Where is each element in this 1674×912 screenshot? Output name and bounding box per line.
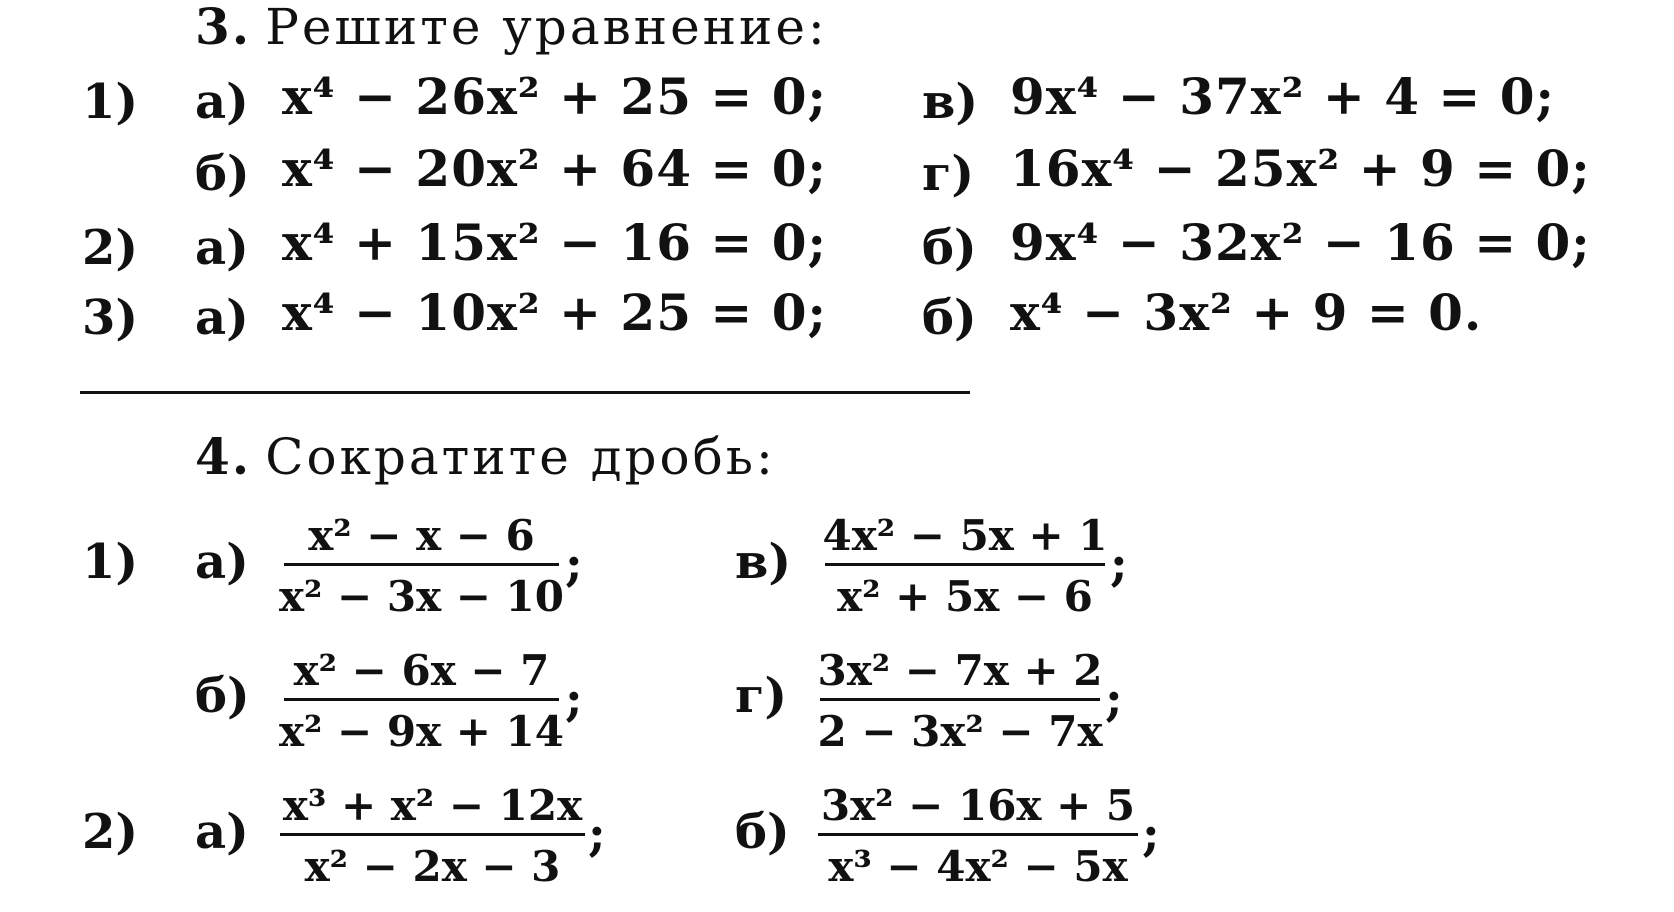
item-letter: а)	[195, 74, 249, 130]
item-letter: а)	[195, 220, 249, 276]
fraction-numerator: 3x² − 7x + 2	[817, 646, 1103, 695]
fraction-numerator: 4x² − 5x + 1	[822, 511, 1108, 560]
section-4-title: Сократите дробь:	[265, 428, 776, 486]
fraction-bar	[820, 698, 1100, 701]
item-letter: а)	[195, 290, 249, 346]
semicolon: ;	[565, 536, 583, 592]
item-letter: б)	[735, 804, 790, 860]
fraction	[818, 781, 1138, 891]
item-letter: г)	[922, 146, 975, 202]
row-label: 2)	[82, 220, 139, 276]
fraction-numerator: x² − 6x − 7	[293, 646, 550, 695]
row-label: 1)	[82, 74, 139, 130]
item-letter: г)	[735, 668, 788, 724]
fraction-denominator: x² − 9x + 14	[278, 707, 565, 756]
fraction-bar	[825, 563, 1105, 566]
equation: x⁴ − 3x² + 9 = 0.	[1010, 283, 1483, 342]
fraction	[280, 781, 585, 891]
semicolon: ;	[1142, 806, 1160, 862]
item-letter: б)	[195, 668, 250, 724]
fraction-numerator: x² − x − 6	[308, 511, 535, 560]
row-label: 1)	[82, 534, 139, 590]
section-4-heading	[195, 427, 776, 486]
item-letter: б)	[195, 146, 250, 202]
fraction	[278, 646, 565, 756]
equation: 9x⁴ − 32x² − 16 = 0;	[1010, 213, 1591, 272]
equation: x⁴ − 10x² + 25 = 0;	[282, 283, 827, 342]
fraction	[817, 646, 1103, 756]
fraction-bar	[818, 833, 1138, 836]
section-3-number: 3.	[195, 0, 252, 56]
equation: x⁴ − 20x² + 64 = 0;	[282, 139, 827, 198]
item-letter: а)	[195, 534, 249, 590]
row-label: 3)	[82, 290, 139, 346]
fraction-numerator: x³ + x² − 12x	[282, 781, 583, 830]
fraction-denominator: 2 − 3x² − 7x	[817, 707, 1103, 756]
fraction	[278, 511, 565, 621]
fraction-numerator: 3x² − 16x + 5	[820, 781, 1136, 830]
equation: 16x⁴ − 25x² + 9 = 0;	[1010, 139, 1591, 198]
fraction-bar	[280, 833, 585, 836]
semicolon: ;	[1110, 536, 1128, 592]
item-letter: б)	[922, 290, 977, 346]
section-4-number: 4.	[195, 427, 252, 486]
section-3-title: Решите уравнение:	[265, 0, 828, 56]
fraction-bar	[284, 563, 559, 566]
fraction-denominator: x² − 2x − 3	[304, 842, 561, 891]
equation: x⁴ + 15x² − 16 = 0;	[282, 213, 827, 272]
fraction-denominator: x³ − 4x² − 5x	[828, 842, 1128, 891]
fraction-denominator: x² + 5x − 6	[837, 572, 1093, 621]
item-letter: б)	[922, 220, 977, 276]
row-label: 2)	[82, 804, 139, 860]
semicolon: ;	[565, 671, 583, 727]
fraction-bar	[284, 698, 559, 701]
semicolon: ;	[1105, 671, 1123, 727]
semicolon: ;	[588, 806, 606, 862]
item-letter: в)	[735, 534, 792, 590]
item-letter: в)	[922, 74, 979, 130]
section-3-heading	[195, 0, 828, 56]
section-divider	[80, 391, 970, 394]
equation: x⁴ − 26x² + 25 = 0;	[282, 67, 827, 126]
equation: 9x⁴ − 37x² + 4 = 0;	[1010, 67, 1555, 126]
item-letter: а)	[195, 804, 249, 860]
fraction-denominator: x² − 3x − 10	[278, 572, 565, 621]
fraction	[822, 511, 1108, 621]
